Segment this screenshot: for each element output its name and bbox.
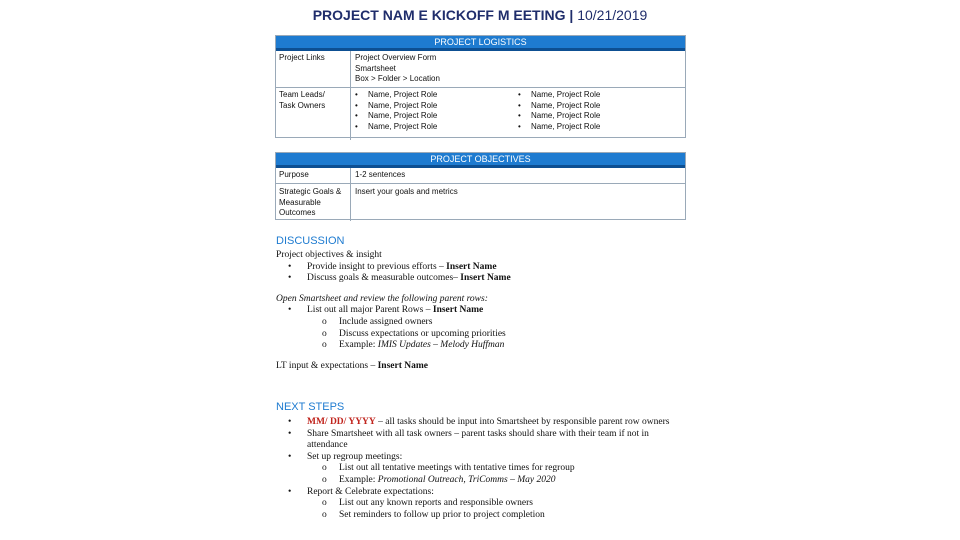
project-links-label: Project Links <box>276 51 351 87</box>
sub-list-item: o Discuss expectations or upcoming priorities <box>322 328 506 339</box>
list-item: • MM/ DD/ YYYY – all tasks should be input into Smartsheet by responsible parent row owners <box>288 417 670 427</box>
next-steps-body <box>276 417 686 521</box>
circle-bullet-icon: o <box>322 509 327 520</box>
discussion-intro: Project objectives & insight <box>276 250 382 260</box>
bullet-icon: • <box>288 417 292 427</box>
title-main: PROJECT NAM E KICKOFF M EETING <box>312 7 566 23</box>
list-item: • Name, Project Role <box>518 111 601 120</box>
goals-label: Strategic Goals & Measurable Outcomes <box>276 184 351 221</box>
team-column-1 <box>355 90 518 132</box>
circle-bullet-icon: o <box>322 474 327 485</box>
bullet-icon: • <box>355 111 358 120</box>
list-item: • Report & Celebrate expectations: <box>288 486 434 497</box>
sub-list-item: o List out any known reports and responsible owners <box>322 498 533 509</box>
title-separator: | <box>565 7 578 23</box>
sub-list-item: o Example: Promotional Outreach, TriComms – May 2020 <box>322 474 556 485</box>
discussion-body <box>276 250 686 372</box>
circle-bullet-icon: o <box>322 340 327 351</box>
bullet-icon: • <box>518 111 521 120</box>
list-item: • Set up regroup meetings: <box>288 451 403 462</box>
list-item: • Provide insight to previous efforts – Insert Name <box>288 261 497 272</box>
bullet-icon: • <box>355 90 358 99</box>
bullet-icon: • <box>288 273 292 284</box>
list-item: • Share Smartsheet with all task owners – parent tasks should share with their team if not in attendance <box>288 428 649 451</box>
purpose-row <box>276 168 685 183</box>
lt-input-line: LT input & expectations – Insert Name <box>276 360 428 371</box>
bullet-icon: • <box>518 100 521 110</box>
open-smartsheet-line: Open Smartsheet and review the following parent rows: <box>276 293 488 304</box>
team-leads-value <box>351 88 685 140</box>
project-overview-link[interactable]: Project Overview Form <box>355 53 437 62</box>
smartsheet-link[interactable]: Smartsheet <box>355 63 396 73</box>
bullet-icon: • <box>518 121 521 131</box>
list-item: • List out all major Parent Rows – Insert Name <box>288 305 484 316</box>
sub-list-item: o Include assigned owners <box>322 316 433 327</box>
logistics-table <box>275 35 686 138</box>
sub-list-item: o Example: IMIS Updates – Melody Huffman <box>322 340 505 351</box>
sub-list-item: o List out all tentative meetings with tentative times for regroup <box>322 463 575 474</box>
goals-value: Insert your goals and metrics <box>355 187 458 196</box>
sub-list-item: o Set reminders to follow up prior to project completion <box>322 509 545 520</box>
bullet-icon: • <box>355 121 358 131</box>
project-links-row <box>276 51 685 87</box>
discussion-heading: DISCUSSION <box>276 235 345 247</box>
circle-bullet-icon: o <box>322 328 327 339</box>
logistics-header: PROJECT LOGISTICS <box>276 36 685 51</box>
circle-bullet-icon: o <box>322 463 327 474</box>
bullet-icon: • <box>288 261 292 272</box>
purpose-label: Purpose <box>276 168 351 183</box>
list-item: • Name, Project Role <box>355 111 438 120</box>
objectives-table <box>275 152 686 220</box>
next-steps-heading: NEXT STEPS <box>276 401 345 413</box>
team-leads-label: Team Leads/ Task Owners <box>276 88 351 140</box>
project-links-value <box>351 51 685 87</box>
team-column-2 <box>518 90 681 132</box>
goals-row <box>276 183 685 221</box>
list-item: • Name, Project Role <box>518 100 601 110</box>
bullet-icon: • <box>518 90 521 99</box>
list-item: • Name, Project Role <box>355 100 438 110</box>
bullet-icon: • <box>355 100 358 110</box>
title-date: 10/21/2019 <box>577 7 648 23</box>
circle-bullet-icon: o <box>322 316 327 327</box>
circle-bullet-icon: o <box>322 498 327 509</box>
team-leads-row <box>276 87 685 140</box>
list-item: • Name, Project Role <box>355 121 438 131</box>
bullet-icon: • <box>288 451 292 462</box>
bullet-icon: • <box>288 305 292 316</box>
objectives-header: PROJECT OBJECTIVES <box>276 153 685 168</box>
list-item: • Name, Project Role <box>355 90 438 99</box>
list-item: • Name, Project Role <box>518 121 601 131</box>
bullet-icon: • <box>288 486 292 497</box>
list-item: • Discuss goals & measurable outcomes– Insert Name <box>288 273 511 284</box>
page-title <box>0 7 960 23</box>
purpose-value: 1-2 sentences <box>355 170 406 179</box>
list-item: • Name, Project Role <box>518 90 601 99</box>
box-location-link[interactable]: Box > Folder > Location <box>355 74 440 83</box>
bullet-icon: • <box>288 428 292 439</box>
